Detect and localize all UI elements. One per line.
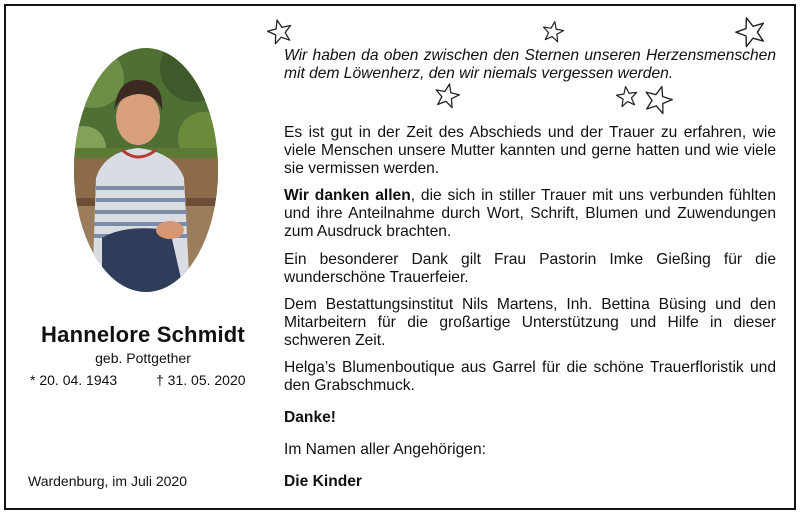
deceased-name: Hannelore Schmidt	[41, 322, 245, 347]
paragraph-funeral-home: Dem Bestattungsinstitut Nils Martens, Inh. Bettina Büsing und den Mitarbeitern für die großartige Unterstützung und Hilfe in dieser schweren Zeit.	[284, 296, 776, 349]
star-icon	[642, 84, 674, 116]
death-date: † 31. 05. 2020	[156, 372, 246, 388]
portrait-photo	[74, 48, 218, 292]
paragraph-florist: Helga’s Blumenboutique aus Garrel für die schöne Trauerfloristik und den Grabschmuck.	[284, 359, 776, 394]
maiden-name: geb. Pottgether	[95, 350, 191, 366]
poem-text: Wir haben da oben zwischen den Sternen unseren Herzensmenschen mit dem Löwenherz, den wir niemals vergessen werden.	[284, 47, 776, 82]
place-date: Wardenburg, im Juli 2020	[28, 473, 188, 489]
thanks-all-text: , die sich in stiller Trauer mit uns verbunden fühlten und ihre Anteilnahme durch Wort, Schrift, Blumen und Zuwendungen zum Ausdruck brachten.	[284, 187, 776, 240]
star-icon	[433, 82, 461, 110]
thanks-all-lead: Wir danken allen	[284, 187, 411, 204]
star-icon	[615, 85, 639, 109]
paragraph-thanks-all	[284, 187, 776, 241]
star-icon	[266, 18, 294, 46]
signature: Die Kinder	[284, 473, 362, 490]
on-behalf-line: Im Namen aller Angehörigen:	[284, 441, 486, 458]
star-icon	[734, 15, 768, 49]
birth-date: * 20. 04. 1943	[30, 372, 118, 388]
star-icon	[541, 20, 565, 44]
closing-thanks: Danke!	[284, 409, 336, 426]
paragraph-pastor: Ein besonderer Dank gilt Frau Pastorin Imke Gießing für die wunderschöne Trauerfeier.	[284, 251, 776, 286]
paragraph-gratitude: Es ist gut in der Zeit des Abschieds und der Trauer zu erfahren, wie viele Menschen unsere Mutter kannten und gerne hatten und wie viele sie vermissen werden.	[284, 124, 776, 177]
